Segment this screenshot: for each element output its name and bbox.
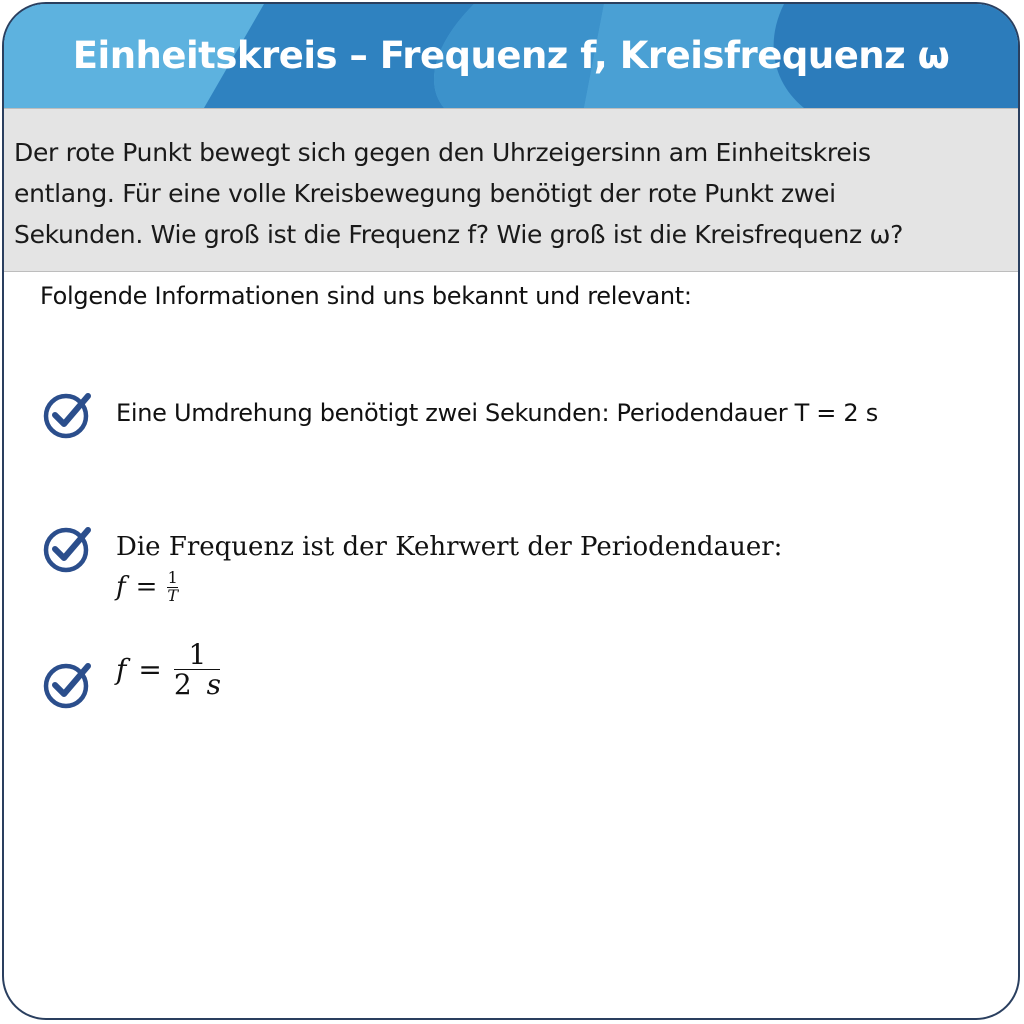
denominator-number: 2 (173, 668, 192, 702)
formula-f-equals-1-over-T (116, 570, 178, 605)
fraction-numerator: 1 (188, 638, 207, 671)
fraction (167, 570, 178, 605)
fraction-denominator: T (167, 585, 179, 605)
fraction-numerator: 1 (167, 568, 178, 587)
check-circle-icon (42, 388, 94, 440)
question-line-2: entlang. Für eine volle Kreisbewegung benötigt der rote Punkt zwei (14, 179, 836, 208)
question-line-3: Sekunden. Wie groß ist die Frequenz f? Wie groß ist die Kreisfrequenz ω? (14, 220, 904, 249)
formula-equals: = (138, 653, 162, 687)
formula-lhs: f (116, 653, 127, 687)
check-circle-icon (42, 522, 94, 574)
formula-equals: = (135, 572, 158, 603)
question-line-1: Der rote Punkt bewegt sich gegen den Uhrzeigersinn am Einheitskreis (14, 138, 871, 167)
fraction-denominator (173, 668, 221, 702)
item-2-text: Die Frequenz ist der Kehrwert der Periodendauer: (116, 532, 783, 562)
fraction (174, 640, 221, 700)
item-1-text: Eine Umdrehung benötigt zwei Sekunden: Periodendauer T = 2 s (116, 399, 878, 427)
header-banner (4, 4, 1018, 108)
check-circle-icon (42, 658, 94, 710)
page-title: Einheitskreis – Frequenz f, Kreisfrequenz ω (72, 34, 950, 77)
slide-card (2, 2, 1020, 1020)
denominator-unit: s (206, 668, 221, 702)
formula-f-equals-1-over-2s (116, 640, 221, 700)
question-box (4, 108, 1018, 272)
intro-text: Folgende Informationen sind uns bekannt und relevant: (40, 282, 692, 310)
formula-lhs: f (116, 572, 126, 603)
